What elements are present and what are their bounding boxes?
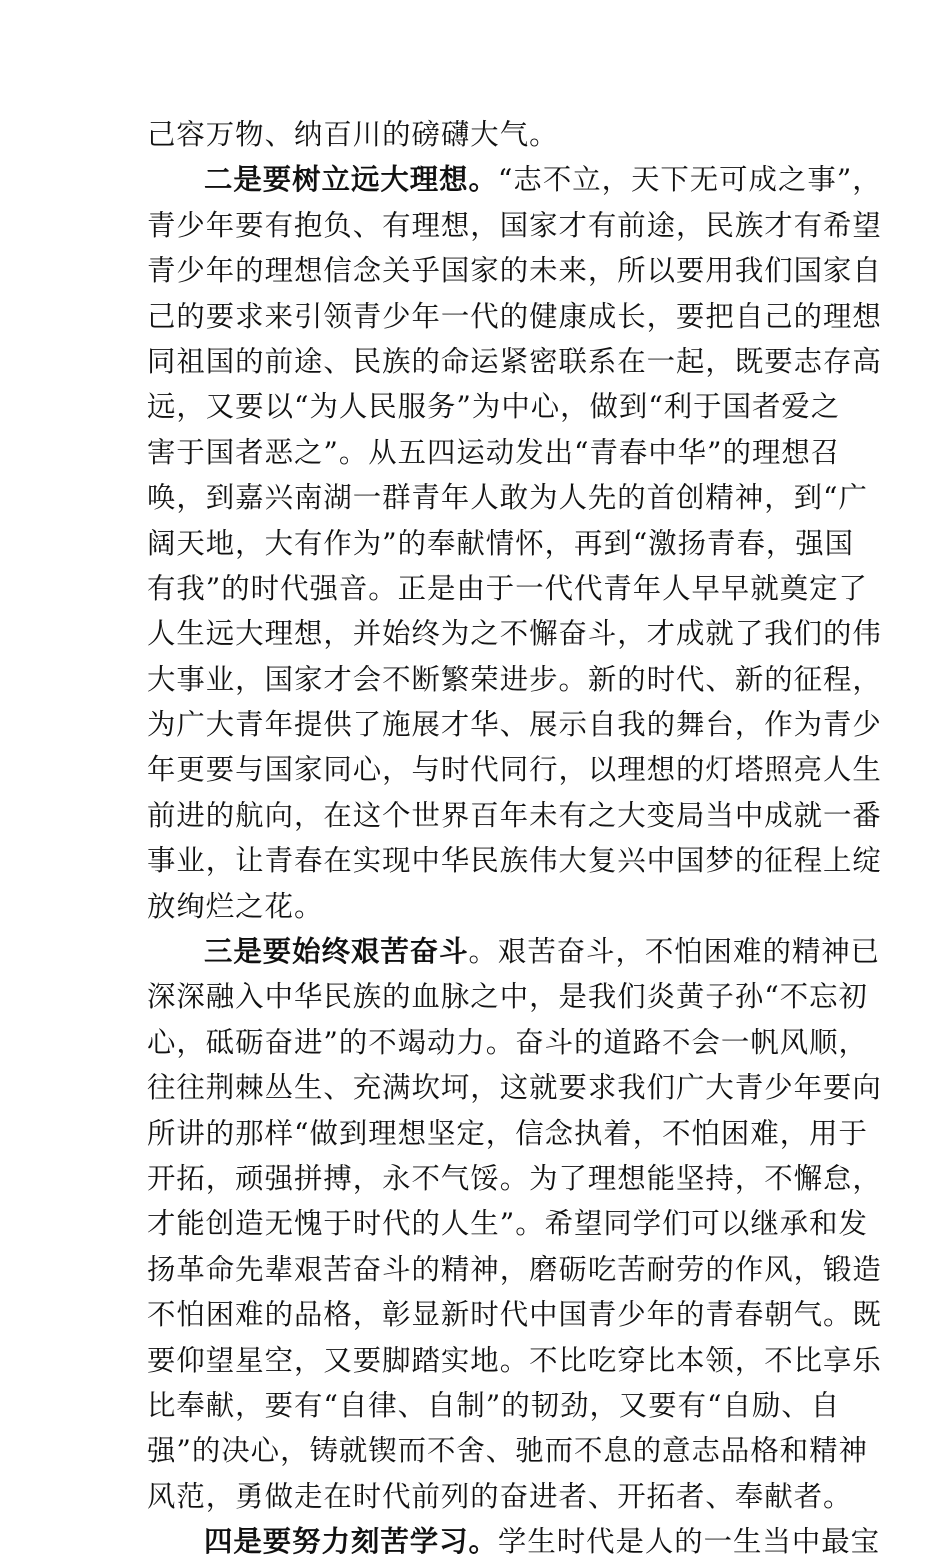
text-line: 深深融入中华民族的血脉之中，是我们炎黄子孙“不忘初 xyxy=(147,980,868,1014)
text-line: 强”的决心，铸就锲而不舍、驰而不息的意志品格和精神 xyxy=(147,1434,868,1468)
text-line: 事业，让青春在实现中华民族伟大复兴中国梦的征程上绽 xyxy=(147,844,882,878)
text-line: 己的要求来引领青少年一代的健康成长，要把自己的理想 xyxy=(147,299,882,333)
text-line: 扬革命先辈艰苦奋斗的精神，磨砺吃苦耐劳的作风，锻造 xyxy=(147,1252,882,1286)
text-line: 放绚烂之花。 xyxy=(147,889,324,923)
text-line: 所讲的那样“做到理想坚定，信念执着，不怕困难，用于 xyxy=(147,1116,868,1150)
text-line: 人生远大理想，并始终为之不懈奋斗，才成就了我们的伟 xyxy=(147,617,882,651)
text-line: 为广大青年提供了施展才华、展示自我的舞台，作为青少 xyxy=(147,708,882,742)
text-line: 前进的航向，在这个世界百年未有之大变局当中成就一番 xyxy=(147,798,882,832)
paragraph-start xyxy=(147,1519,881,1564)
text-run: 。艰苦奋斗，不怕困难的精神已 xyxy=(468,935,881,969)
text-line: 才能创造无愧于时代的人生”。希望同学们可以继承和发 xyxy=(147,1207,868,1241)
section-heading: 二是要树立远大理想。 xyxy=(204,163,498,197)
text-line: 往往荆棘丛生、充满坎坷，这就要求我们广大青少年要向 xyxy=(147,1071,882,1105)
section-heading: 四是要努力刻苦学习。 xyxy=(204,1525,498,1559)
text-line: 远，又要以“为人民服务”为中心，做到“利于国者爱之 xyxy=(147,390,841,424)
text-line: 开拓，顽强拼搏，永不气馁。为了理想能坚持，不懈怠， xyxy=(147,1161,882,1195)
text-line: 唤，到嘉兴南湖一群青年人敢为人先的首创精神，到“广 xyxy=(147,481,868,515)
text-line: 年更要与国家同心，与时代同行，以理想的灯塔照亮人生 xyxy=(147,753,882,787)
text-line: 要仰望星空，又要脚踏实地。不比吃穿比本领，不比享乐 xyxy=(147,1343,882,1377)
paragraph-start xyxy=(147,929,881,974)
text-run: “志不立，天下无可成之事”， xyxy=(497,163,882,197)
body-text xyxy=(147,112,882,1565)
text-line: 害于国者恶之”。从五四运动发出“青春中华”的理想召 xyxy=(147,435,841,469)
text-line: 风范，勇做走在时代前列的奋进者、开拓者、奉献者。 xyxy=(147,1479,853,1513)
text-line: 有我”的时代强音。正是由于一代代青年人早早就奠定了 xyxy=(147,571,868,605)
text-line: 青少年要有抱负、有理想，国家才有前途，民族才有希望 xyxy=(147,208,882,242)
text-line: 比奉献，要有“自律、自制”的韧劲，又要有“自励、自 xyxy=(147,1388,841,1422)
text-line: 大事业，国家才会不断繁荣进步。新的时代、新的征程， xyxy=(147,662,882,696)
text-line: 不怕困难的品格，彰显新时代中国青少年的青春朝气。既 xyxy=(147,1298,882,1332)
text-line: 己容万物、纳百川的磅礴大气。 xyxy=(147,118,559,151)
text-line: 青少年的理想信念关乎国家的未来，所以要用我们国家自 xyxy=(147,254,882,288)
paragraph-start xyxy=(147,157,882,202)
text-run: 学生时代是人的一生当中最宝 xyxy=(497,1525,881,1559)
text-line: 阔天地，大有作为”的奉献情怀，再到“激扬青春，强国 xyxy=(147,526,855,560)
text-line: 心，砥砺奋进”的不竭动力。奋斗的道路不会一帆风顺， xyxy=(147,1025,868,1059)
section-heading: 三是要始终艰苦奋斗 xyxy=(204,935,469,969)
text-line: 同祖国的前途、民族的命运紧密联系在一起，既要志存高 xyxy=(147,344,882,378)
